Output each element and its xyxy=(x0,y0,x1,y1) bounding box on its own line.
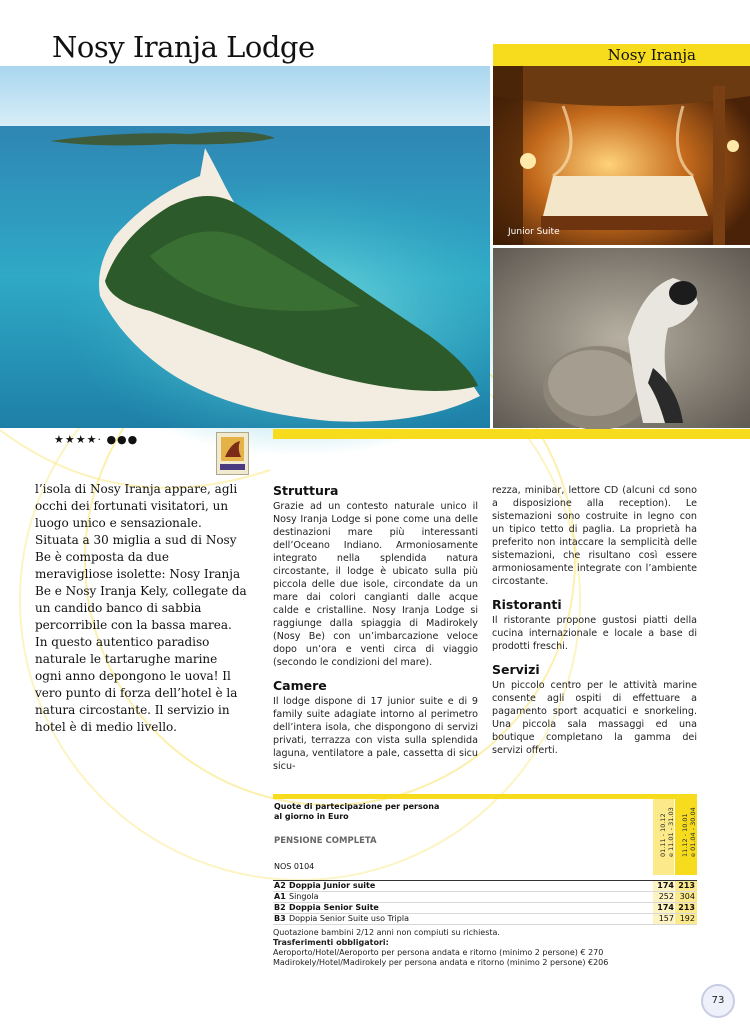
junior-suite-graphic xyxy=(493,66,750,245)
board-type: PENSIONE COMPLETA xyxy=(274,836,377,846)
island-photo xyxy=(0,66,490,428)
room-code: B2 xyxy=(274,903,286,912)
table-row xyxy=(273,880,697,892)
price-period-1: 157 xyxy=(658,914,674,923)
table-row xyxy=(273,914,697,925)
iranja-logo xyxy=(216,432,249,475)
room-code: B3 xyxy=(274,914,286,923)
table-row xyxy=(273,903,697,914)
camere-text-continued: rezza, minibar, lettore CD (alcuni cd sono a disposizione alla reception). Le sistemazioni sono costruite in legno con un tipico tetto di paglia. La proprietà ha preferito non intaccare la semplicità delle sistemazioni, che risultano così essere armoniosamente integrate con l’ambiente circostante. xyxy=(492,485,697,587)
room-name: Doppia Senior Suite uso Tripla xyxy=(289,914,409,923)
price-table xyxy=(273,794,697,968)
servizi-heading: Servizi xyxy=(492,662,540,677)
turtle-graphic xyxy=(493,248,750,428)
room-code: A1 xyxy=(274,892,286,901)
ristoranti-text: Il ristorante propone gustosi piatti della cucina internazionale e locale a base di prodotti freschi. xyxy=(492,615,697,652)
turtle-photo xyxy=(493,248,750,428)
price-period-2: 213 xyxy=(678,903,695,912)
price-notes xyxy=(273,928,697,968)
camere-heading: Camere xyxy=(273,678,327,693)
price-rows xyxy=(273,880,697,925)
product-code: NOS 0104 xyxy=(274,862,315,871)
content-column-right xyxy=(492,484,697,767)
struttura-heading: Struttura xyxy=(273,483,339,498)
room-name: Doppia Junior suite xyxy=(289,881,376,890)
price-period-2: 213 xyxy=(678,881,695,890)
iranja-logo-icon xyxy=(217,433,248,474)
intro-paragraph: l’isola di Nosy Iranja appare, agli occhi dei fortunati visitatori, un luogo unico e sensazionale. Situata a 30 miglia a sud di Nosy Be è composta da due meravigliose isolette: Nosy Iranja Be e Nosy Iranja Kely, collegate da un candido banco di sabbia percorribile con la bassa marea. In questo autentico paradiso naturale le tartarughe marine ogni anno depongono le uova! Il vero punto di forza dell’hotel è la natura circostante. Il servizio in hotel è di medio livello. xyxy=(35,482,247,734)
page-number: 73 xyxy=(701,984,735,1018)
price-table-title: Quote di partecipazione per persona al giorno in Euro xyxy=(274,802,440,821)
location-tag-label: Nosy Iranja xyxy=(607,46,696,64)
camere-text: Il lodge dispone di 17 junior suite e di 9 family suite adagiate intorno al perimetro dell’intera isola, che dispongono di servizi privati, terrazza con vista sulla splendida laguna, ventilatore a pale, cassetta di sicu sicu- xyxy=(273,696,478,772)
transfer-airport: Aeroporto/Hotel/Aeroporto per persona andata e ritorno (minimo 2 persone) € 270 xyxy=(273,948,604,957)
hotel-rating: ★★★★· ●●● xyxy=(54,433,139,446)
price-period-1: 174 xyxy=(657,903,674,912)
price-table-header xyxy=(273,794,697,880)
servizi-text: Un piccolo centro per le attività marine consente agli ospiti di effettuare a pagamento sport acquatici e snorkeling. Una piccola sala massaggi ed una boutique completano la gamma dei servizi offerti. xyxy=(492,680,697,756)
struttura-text: Grazie ad un contesto naturale unico il Nosy Iranja Lodge si pone come una delle destinazioni mare più interessanti dell’Oceano Indiano. Armoniosamente integrato nella splendida natura circostante, il lodge è ubicato sulla più piccola delle due isole, circondate da un mare dai colori cangianti dalle acque calde e cristalline. Nosy Iranja Lodge si raggiunge dalla spiaggia di Madirokely (Nosy Be) con un’imbarcazione veloce dopo un’ora e venti circa di viaggio (secondo le condizioni del mare). xyxy=(273,501,478,668)
price-period-1: 252 xyxy=(658,892,674,901)
room-name: Doppia Senior Suite xyxy=(289,903,379,912)
content-column-left xyxy=(273,483,478,772)
period-label-2: 11.12 - 10.01 e 01.04 - 30.04 xyxy=(681,807,697,857)
price-period-2: 192 xyxy=(679,914,695,923)
location-tag xyxy=(493,44,750,66)
accent-bar xyxy=(273,429,750,439)
price-period-1: 174 xyxy=(657,881,674,890)
table-row xyxy=(273,892,697,903)
period-label-1: 01.11 - 10.12 e 11.01 - 31.03 xyxy=(659,807,675,857)
children-note: Quotazione bambini 2/12 anni non compiuti su richiesta. xyxy=(273,928,500,937)
room-name: Singola xyxy=(289,892,319,901)
transfer-madirokely: Madirokely/Hotel/Madirokely per persona andata e ritorno (minimo 2 persone) €206 xyxy=(273,958,609,967)
room-code: A2 xyxy=(274,881,286,890)
ristoranti-heading: Ristoranti xyxy=(492,597,562,612)
island-photo-graphic xyxy=(0,66,490,428)
period-column-2 xyxy=(675,799,697,875)
page-title: Nosy Iranja Lodge xyxy=(52,30,315,64)
period-column-1 xyxy=(653,799,674,875)
transfers-heading: Trasferimenti obbligatori: xyxy=(273,938,389,947)
price-period-2: 304 xyxy=(679,892,695,901)
junior-suite-caption: Junior Suite xyxy=(508,227,560,237)
junior-suite-photo xyxy=(493,66,750,245)
